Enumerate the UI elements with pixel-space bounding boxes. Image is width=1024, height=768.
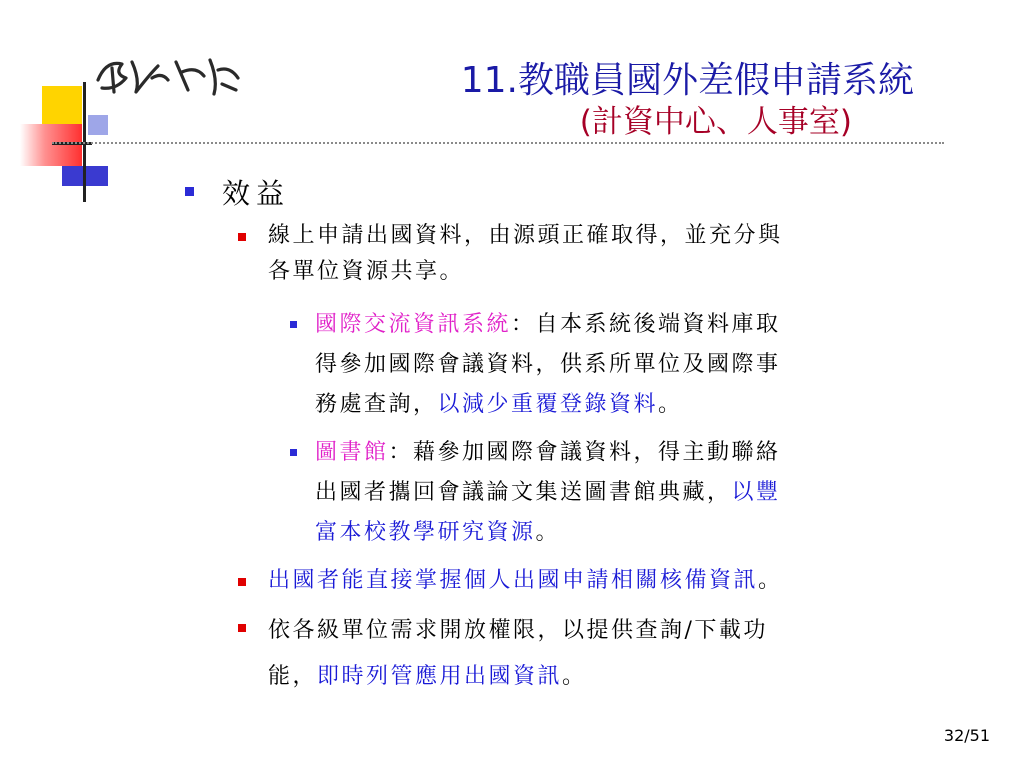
sub-item-library [315, 433, 781, 553]
item3-line2-end: 。 [562, 664, 587, 689]
item3-line2a: 能， [268, 664, 318, 689]
sub1-highlight: 以減少重覆登錄資料 [437, 392, 659, 417]
sub2-line3-highlight: 富本校教學研究資源 [315, 520, 536, 545]
sub1-line1: ：自本系統後端資料庫取 [511, 312, 781, 337]
item1-line1: 線上申請出國資料，由源頭正確取得，並充分與 [268, 223, 783, 248]
sub2-label: 圖書館 [315, 440, 389, 465]
bullet-level2 [238, 233, 246, 241]
decor-blue-square-top [88, 115, 108, 135]
bullet-level3 [290, 321, 297, 328]
list-item-direct-access [268, 563, 783, 599]
item3-line1: 依各級單位需求開放權限，以提供查詢/下載功 [268, 618, 768, 643]
sub2-line1: ：藉參加國際會議資料，得主動聯絡 [388, 440, 781, 465]
sub2-line2a: 出國者攜回會議論文集送圖書館典藏， [315, 480, 732, 505]
item2-highlight: 出國者能直接掌握個人出國申請相關核備資訊 [268, 568, 759, 593]
bullet-level2 [238, 624, 246, 632]
page-number: 32/51 [943, 726, 990, 745]
bullet-level2 [238, 578, 246, 586]
list-item-permissions [268, 608, 768, 700]
slide-title: 11.教職員國外差假申請系統 [460, 60, 914, 101]
logo [92, 50, 242, 100]
sub1-label: 國際交流資訊系統 [315, 312, 512, 337]
bullet-level3 [290, 449, 297, 456]
slide-subtitle: (計資中心、人事室) [579, 104, 852, 140]
heading-benefits: 效益 [222, 177, 291, 210]
sub2-line2-highlight: 以豐 [731, 480, 781, 505]
sub-item-intl-exchange [315, 305, 781, 425]
item2-end: 。 [758, 568, 783, 593]
sub1-line2: 得參加國際會議資料，供系所單位及國際事 [315, 352, 781, 377]
sub1-line3a: 務處查詢， [315, 392, 438, 417]
decor-red-block [20, 124, 82, 166]
bullet-level1 [185, 187, 194, 196]
sub1-line3-end: 。 [658, 392, 683, 417]
decor-yellow-block [42, 86, 82, 126]
item1-line2: 各單位資源共享。 [268, 259, 465, 284]
item3-highlight: 即時列管應用出國資訊 [317, 664, 563, 689]
title-divider [52, 142, 944, 144]
list-item-online-application [268, 218, 783, 290]
sub2-line3-end: 。 [535, 520, 561, 545]
